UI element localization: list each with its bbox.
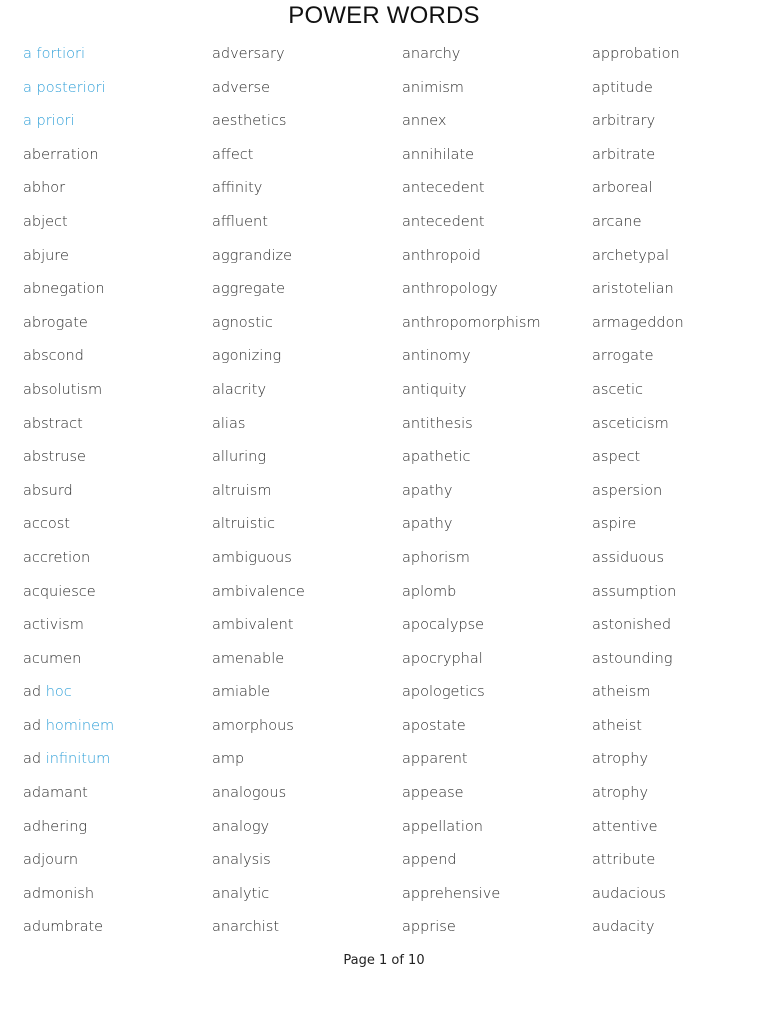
- word-item: [402, 811, 582, 845]
- word-text: alacrity: [212, 381, 267, 398]
- word-item: [592, 609, 768, 643]
- word-text: ascetic: [592, 381, 644, 398]
- word-item: [212, 105, 392, 139]
- word-item: [592, 743, 768, 777]
- word-text: ambivalence: [212, 583, 305, 600]
- word-item: [592, 206, 768, 240]
- word-text: armageddon: [592, 314, 684, 331]
- word-item: [23, 609, 203, 643]
- word-text: adjourn: [23, 852, 79, 869]
- word-item: [23, 777, 203, 811]
- word-text: antecedent: [402, 213, 485, 230]
- word-item: [212, 676, 392, 710]
- word-text: animism: [402, 79, 464, 96]
- word-item: [212, 441, 392, 475]
- word-item: [23, 307, 203, 341]
- word-item: [212, 542, 392, 576]
- word-item: [402, 172, 582, 206]
- word-text: analytic: [212, 885, 270, 902]
- word-link[interactable]: [23, 710, 203, 744]
- word-text: activism: [23, 617, 84, 634]
- word-text: astonished: [592, 617, 672, 634]
- word-text: abject: [23, 213, 68, 230]
- word-item: [402, 441, 582, 475]
- page-title: POWER WORDS: [288, 2, 480, 29]
- word-item: [212, 911, 392, 945]
- word-text: apologetics: [402, 684, 485, 701]
- word-item: [23, 206, 203, 240]
- word-item: [592, 643, 768, 677]
- word-link[interactable]: [23, 743, 203, 777]
- word-text: ad: [23, 717, 42, 734]
- word-item: [212, 508, 392, 542]
- word-item: [592, 844, 768, 878]
- word-item: [402, 105, 582, 139]
- word-item: [23, 878, 203, 912]
- word-item: [592, 508, 768, 542]
- word-text: anthropomorphism: [402, 314, 541, 331]
- word-item: [212, 777, 392, 811]
- word-item: [212, 240, 392, 274]
- word-text: audacity: [592, 919, 655, 936]
- word-text: analysis: [212, 852, 271, 869]
- word-text: altruistic: [212, 516, 276, 533]
- word-text: abjure: [23, 247, 69, 264]
- word-text: adverse: [212, 79, 271, 96]
- word-text: apathy: [402, 482, 453, 499]
- word-text: ad: [23, 751, 42, 768]
- word-item: [23, 273, 203, 307]
- word-item: [592, 777, 768, 811]
- word-text: append: [402, 852, 457, 869]
- word-column-4: [592, 38, 768, 945]
- word-text: adumbrate: [23, 919, 104, 936]
- word-text: audacious: [592, 885, 666, 902]
- word-item: [402, 38, 582, 72]
- word-text: agonizing: [212, 348, 282, 365]
- word-link-part[interactable]: infinitum: [45, 751, 111, 768]
- word-text: anthropology: [402, 281, 498, 298]
- word-item: [592, 38, 768, 72]
- word-text: aspire: [592, 516, 637, 533]
- word-item: [212, 273, 392, 307]
- word-item: [592, 172, 768, 206]
- word-item: [212, 475, 392, 509]
- word-text: aggrandize: [212, 247, 293, 264]
- word-item: [402, 710, 582, 744]
- word-item: [592, 475, 768, 509]
- word-item: [402, 609, 582, 643]
- word-text: absurd: [23, 482, 73, 499]
- word-item: [23, 340, 203, 374]
- word-text: atheist: [592, 717, 642, 734]
- word-item: [23, 475, 203, 509]
- word-item: [23, 508, 203, 542]
- word-item: [212, 340, 392, 374]
- word-item: [212, 72, 392, 106]
- word-item: [212, 743, 392, 777]
- word-text: assumption: [592, 583, 677, 600]
- word-item: [212, 408, 392, 442]
- word-item: [23, 139, 203, 173]
- word-text: aspersion: [592, 482, 663, 499]
- word-text: alias: [212, 415, 246, 432]
- word-text: abstruse: [23, 449, 86, 466]
- word-item: [402, 374, 582, 408]
- word-link[interactable]: [23, 38, 203, 72]
- word-text: aristotelian: [592, 281, 674, 298]
- word-item: [592, 408, 768, 442]
- word-item: [402, 542, 582, 576]
- word-item: [23, 911, 203, 945]
- word-item: [402, 340, 582, 374]
- word-item: [212, 172, 392, 206]
- word-item: [402, 307, 582, 341]
- word-item: [23, 542, 203, 576]
- word-link-part[interactable]: hoc: [45, 684, 72, 701]
- word-item: [592, 911, 768, 945]
- word-item: [23, 643, 203, 677]
- word-text: anarchy: [402, 46, 461, 62]
- word-text: archetypal: [592, 247, 669, 264]
- word-text: accretion: [23, 549, 91, 566]
- word-text: atheism: [592, 684, 651, 701]
- word-text: assiduous: [592, 549, 665, 566]
- word-text: acumen: [23, 650, 82, 667]
- word-text: apathetic: [402, 449, 471, 466]
- word-column-2: [212, 38, 392, 945]
- word-text: appease: [402, 785, 464, 802]
- word-text: amp: [212, 751, 245, 768]
- word-item: [402, 676, 582, 710]
- word-item: [23, 172, 203, 206]
- word-text: arrogate: [592, 348, 654, 365]
- word-item: [402, 408, 582, 442]
- word-item: [592, 441, 768, 475]
- word-item: [592, 710, 768, 744]
- word-text: amorphous: [212, 717, 294, 734]
- word-text: antithesis: [402, 415, 473, 432]
- word-item: [212, 374, 392, 408]
- word-text: attentive: [592, 818, 658, 835]
- word-item: [23, 374, 203, 408]
- word-text: affluent: [212, 213, 268, 230]
- word-item: [212, 38, 392, 72]
- word-item: [402, 911, 582, 945]
- word-text: antinomy: [402, 348, 471, 365]
- word-text: agnostic: [212, 314, 273, 331]
- word-text: apocalypse: [402, 617, 485, 634]
- word-item: [402, 743, 582, 777]
- word-text: approbation: [592, 46, 680, 62]
- word-item: [402, 273, 582, 307]
- word-text: ambivalent: [212, 617, 294, 634]
- word-text: adversary: [212, 46, 285, 62]
- word-text: abscond: [23, 348, 84, 365]
- word-text: aptitude: [592, 79, 653, 96]
- word-item: [592, 542, 768, 576]
- word-link[interactable]: [23, 72, 203, 106]
- word-text: aplomb: [402, 583, 457, 600]
- word-text: a fortiori: [23, 46, 86, 62]
- word-text: a posteriori: [23, 79, 106, 96]
- word-item: [402, 139, 582, 173]
- word-item: [402, 844, 582, 878]
- word-text: abhor: [23, 180, 66, 197]
- word-text: apparent: [402, 751, 468, 768]
- word-text: arbitrary: [592, 113, 656, 130]
- word-text: amenable: [212, 650, 285, 667]
- word-text: apocryphal: [402, 650, 483, 667]
- word-text: annex: [402, 113, 447, 130]
- word-item: [23, 811, 203, 845]
- word-text: analogy: [212, 818, 270, 835]
- word-text: affect: [212, 146, 254, 163]
- word-column-1: [23, 38, 203, 945]
- word-item: [592, 878, 768, 912]
- word-item: [212, 878, 392, 912]
- word-column-3: [402, 38, 582, 945]
- word-text: apostate: [402, 717, 466, 734]
- word-text: accost: [23, 516, 70, 533]
- word-item: [592, 240, 768, 274]
- word-text: aberration: [23, 146, 99, 163]
- word-item: [23, 240, 203, 274]
- word-item: [592, 307, 768, 341]
- word-item: [402, 72, 582, 106]
- word-text: apprise: [402, 919, 456, 936]
- word-text: admonish: [23, 885, 95, 902]
- word-item: [592, 105, 768, 139]
- word-item: [592, 273, 768, 307]
- word-text: anthropoid: [402, 247, 481, 264]
- page-number: Page 1 of 10: [343, 953, 425, 968]
- word-text: arboreal: [592, 180, 653, 197]
- word-item: [592, 374, 768, 408]
- word-item: [212, 139, 392, 173]
- word-text: apprehensive: [402, 885, 501, 902]
- word-text: appellation: [402, 818, 483, 835]
- word-text: attribute: [592, 852, 656, 869]
- word-text: adamant: [23, 785, 88, 802]
- word-text: ad: [23, 684, 42, 701]
- word-text: affinity: [212, 180, 263, 197]
- word-text: antiquity: [402, 381, 467, 398]
- word-item: [402, 475, 582, 509]
- word-text: amiable: [212, 684, 271, 701]
- word-text: anarchist: [212, 919, 280, 936]
- word-item: [402, 643, 582, 677]
- word-item: [402, 206, 582, 240]
- word-item: [592, 340, 768, 374]
- word-item: [402, 576, 582, 610]
- word-text: analogous: [212, 785, 287, 802]
- word-text: altruism: [212, 482, 272, 499]
- word-text: aesthetics: [212, 113, 287, 130]
- word-item: [402, 878, 582, 912]
- word-text: asceticism: [592, 415, 669, 432]
- word-item: [212, 811, 392, 845]
- word-text: ambiguous: [212, 549, 292, 566]
- word-text: alluring: [212, 449, 267, 466]
- word-item: [592, 676, 768, 710]
- word-item: [212, 576, 392, 610]
- word-item: [592, 811, 768, 845]
- word-item: [23, 844, 203, 878]
- word-text: aphorism: [402, 549, 470, 566]
- word-text: atrophy: [592, 785, 649, 802]
- word-item: [212, 643, 392, 677]
- word-item: [402, 777, 582, 811]
- word-link-part[interactable]: hominem: [45, 717, 115, 734]
- word-text: absolutism: [23, 381, 103, 398]
- word-item: [23, 441, 203, 475]
- word-item: [212, 710, 392, 744]
- word-link[interactable]: [23, 105, 203, 139]
- word-item: [402, 508, 582, 542]
- word-text: aspect: [592, 449, 641, 466]
- word-text: abnegation: [23, 281, 105, 298]
- word-text: atrophy: [592, 751, 649, 768]
- word-text: arbitrate: [592, 146, 656, 163]
- word-text: antecedent: [402, 180, 485, 197]
- word-item: [402, 240, 582, 274]
- word-text: annihilate: [402, 146, 475, 163]
- word-text: adhering: [23, 818, 88, 835]
- word-text: aggregate: [212, 281, 286, 298]
- word-link[interactable]: [23, 676, 203, 710]
- word-item: [212, 609, 392, 643]
- word-item: [592, 72, 768, 106]
- word-item: [212, 307, 392, 341]
- word-item: [592, 576, 768, 610]
- word-text: apathy: [402, 516, 453, 533]
- word-item: [23, 576, 203, 610]
- word-text: abrogate: [23, 314, 88, 331]
- word-text: arcane: [592, 213, 642, 230]
- word-item: [212, 206, 392, 240]
- word-item: [212, 844, 392, 878]
- word-text: astounding: [592, 650, 673, 667]
- word-text: abstract: [23, 415, 83, 432]
- word-item: [592, 139, 768, 173]
- word-text: acquiesce: [23, 583, 96, 600]
- word-text: a priori: [23, 113, 75, 130]
- word-item: [23, 408, 203, 442]
